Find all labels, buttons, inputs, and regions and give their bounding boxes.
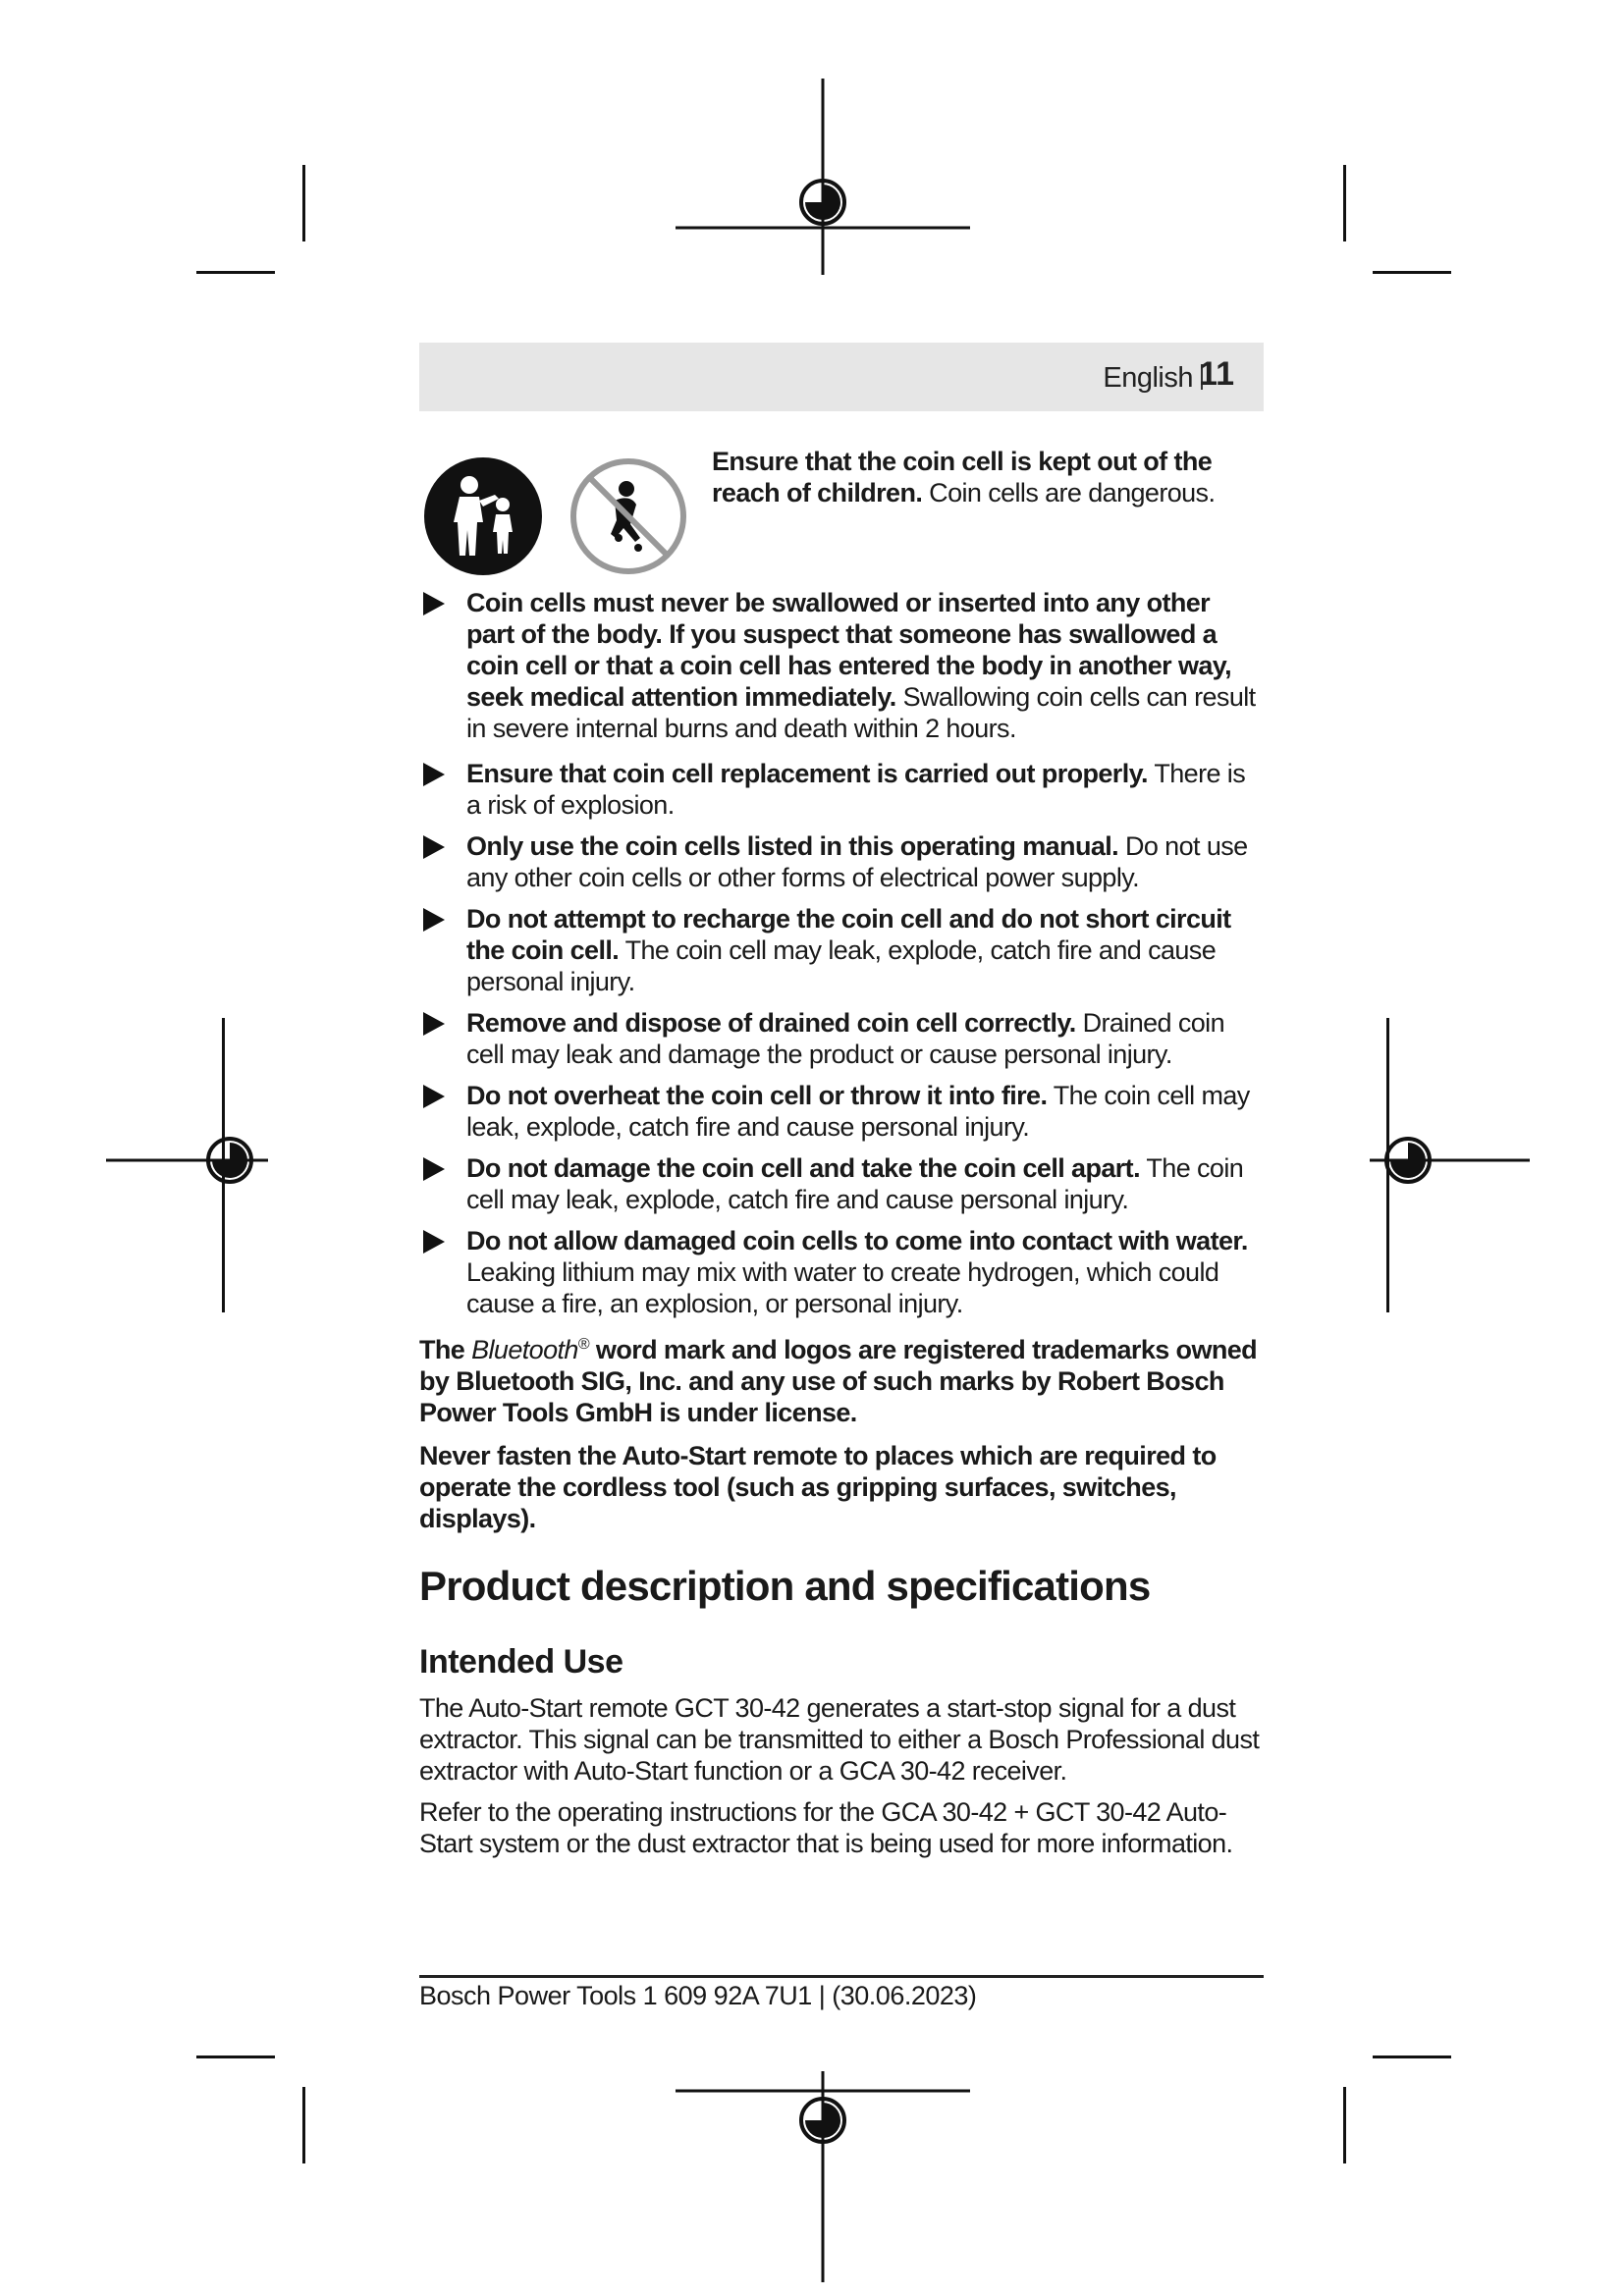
bullet-triangle-icon	[423, 835, 445, 859]
registration-mark-bottom-icon	[668, 2071, 982, 2287]
list-item	[419, 1080, 1264, 1143]
trademark-notice	[419, 1329, 1264, 1428]
bullet-bold: Do not attempt to recharge the coin cell and do not short circuit the coin cell.	[466, 904, 1231, 965]
list-item	[419, 1225, 1264, 1319]
bullet-normal: There is a risk of explosion.	[466, 759, 1246, 820]
page-header	[419, 343, 1264, 411]
registration-mark-top-icon	[668, 79, 982, 294]
bullet-normal: Swallowing coin cells can result in severe internal burns and death within 2 hours.	[466, 682, 1256, 743]
bullet-normal: Drained coin cell may leak and damage the product or cause personal injury.	[466, 1008, 1224, 1069]
paragraph: Refer to the operating instructions for the GCA 30-42 + GCT 30-42 Auto-Start system or the dust extractor that is being used for more information.	[419, 1797, 1233, 1858]
bullet-normal: The coin cell may leak, explode, catch fire and cause personal injury.	[466, 1081, 1250, 1142]
list-item	[419, 830, 1264, 893]
registration-mark-left-icon	[106, 1109, 273, 1217]
safety-bullet-list	[419, 587, 1264, 1544]
header-language: English	[1103, 362, 1193, 394]
bullet-bold: Ensure that coin cell replacement is carried out properly.	[466, 759, 1148, 788]
list-item	[419, 903, 1264, 997]
intended-use-body	[419, 1692, 1264, 1859]
trademark-registered: ®	[577, 1336, 590, 1353]
bullet-triangle-icon	[423, 592, 445, 615]
bullet-triangle-icon	[423, 908, 445, 932]
list-item	[419, 758, 1264, 821]
mounting-warning	[419, 1440, 1264, 1534]
do-not-swallow-icon	[568, 455, 689, 577]
bullet-bold: Do not damage the coin cell and take the coin cell apart.	[466, 1153, 1140, 1183]
trademark-the: The	[419, 1335, 465, 1364]
bullet-triangle-icon	[423, 1085, 445, 1108]
bullet-normal: Leaking lithium may mix with water to create hydrogen, which could cause a fire, an explosion, or personal injury.	[466, 1257, 1219, 1318]
bullet-bold: Coin cells must never be swallowed or inserted into any other part of the body. If you suspect that someone has swallowed a coin cell or that a coin cell has entered the body in another way, seek medical attention immediately.	[466, 588, 1232, 712]
trademark-rest: word mark and logos are registered trademarks owned by Bluetooth SIG, Inc. and any use of such marks by Robert Bosch Power Tools GmbH is under license.	[419, 1335, 1258, 1427]
list-item	[419, 587, 1264, 744]
footer-text: Bosch Power Tools 1 609 92A 7U1 | (30.06.2023)	[419, 1981, 977, 2010]
bullet-triangle-icon	[423, 763, 445, 786]
bullet-triangle-icon	[423, 1012, 445, 1036]
bullet-bold: Only use the coin cells listed in this operating manual.	[466, 831, 1119, 861]
intro-bold: Ensure that the coin cell is kept out of the reach of children.	[712, 447, 1213, 507]
intro-warning	[712, 446, 1262, 508]
subsection-title: Intended Use	[419, 1643, 623, 1681]
footer-divider	[419, 1975, 1264, 1978]
bullet-normal: The coin cell may leak, explode, catch fire and cause personal injury.	[466, 1153, 1244, 1214]
page-number: 11	[1199, 355, 1234, 393]
bullet-triangle-icon	[423, 1230, 445, 1254]
bullet-normal: The coin cell may leak, explode, catch fire and cause personal injury.	[466, 935, 1217, 996]
list-item	[419, 1152, 1264, 1215]
paragraph: The Auto-Start remote GCT 30-42 generates a start-stop signal for a dust extractor. This signal can be transmitted to either a Bosch Professional dust extractor with Auto-Start function or a GCA 30-42 receiver.	[419, 1693, 1260, 1786]
keep-away-from-children-icon	[422, 455, 544, 577]
trademark-bluetooth: Bluetooth	[471, 1335, 578, 1364]
bullet-triangle-icon	[423, 1157, 445, 1181]
bullet-bold: Remove and dispose of drained coin cell correctly.	[466, 1008, 1076, 1038]
bullet-normal: Do not use any other coin cells or other forms of electrical power supply.	[466, 831, 1248, 892]
bullet-bold: Do not allow damaged coin cells to come into contact with water.	[466, 1226, 1248, 1255]
bullet-bold: Do not overheat the coin cell or throw it into fire.	[466, 1081, 1048, 1110]
warning-text: Never fasten the Auto-Start remote to places which are required to operate the cordless tool (such as gripping surfaces, switches, displays).	[419, 1441, 1217, 1533]
registration-mark-right-icon	[1365, 1109, 1532, 1217]
section-title: Product description and specifications	[419, 1563, 1151, 1609]
list-item	[419, 1007, 1264, 1070]
intro-normal: Coin cells are dangerous.	[929, 478, 1216, 507]
